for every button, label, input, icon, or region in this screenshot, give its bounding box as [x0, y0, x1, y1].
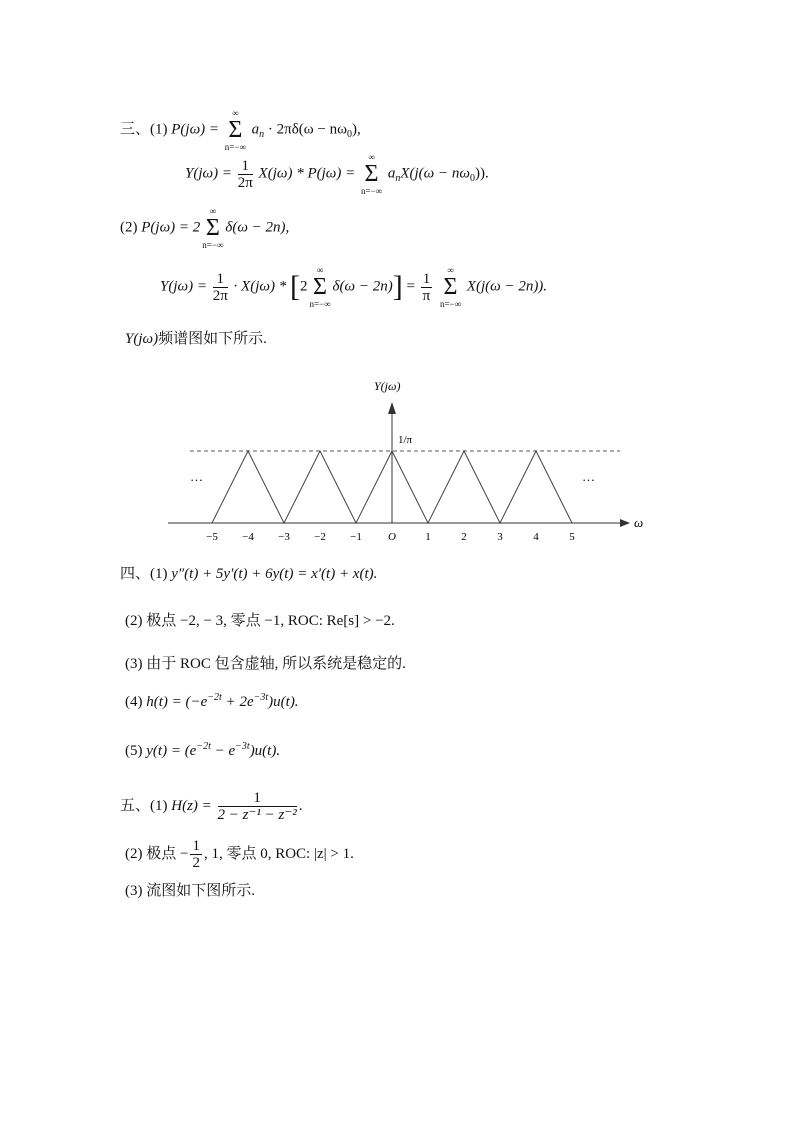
sec4-p5-pre: y(t) = (e — [146, 743, 197, 759]
sec4-p4-mid: + 2e — [221, 694, 254, 710]
x-tick-label: −1 — [350, 531, 362, 543]
y-axis-label: Y(jω) — [374, 379, 401, 393]
right-ellipsis: … — [582, 469, 595, 484]
frac-1-pi: $\frac{1}{\pi}$ — [422, 270, 431, 304]
sec4-p4-label: (4) — [125, 694, 143, 710]
sec4-p4-end: )u(t). — [268, 694, 299, 710]
spectrum-chart — [150, 368, 660, 548]
sec4-p4-pre: h(t) = (−e — [146, 694, 208, 710]
p2-lhs: P(jω) = 2 — [141, 219, 201, 236]
sec5-line2 — [125, 838, 354, 871]
x-tick-label: O — [388, 531, 396, 543]
frac-h: $\frac{1}{\text{2 − z⁻¹ − z⁻²}}$ — [217, 790, 297, 823]
y1-mid: X(jω) * P(jω) = — [258, 165, 356, 182]
sec4-p5-end: )u(t). — [249, 743, 281, 759]
sec4-p5-label: (5) — [125, 743, 143, 759]
spectrum-caption-text: 频谱图如下所示. — [158, 331, 267, 347]
sum-symbol: ∞ Σ n=−∞ — [309, 265, 331, 309]
sec4-line1 — [120, 565, 377, 583]
p1-an: a — [251, 121, 260, 138]
frac-half: $\frac{1}{2}$ — [192, 838, 200, 871]
frac-1-2pi: $\frac{1}{2\pi}$ — [237, 157, 253, 191]
x-tick-label: −3 — [278, 531, 290, 543]
x-tick-label: 5 — [569, 531, 575, 543]
sec4-p4-e2: −3t — [253, 692, 269, 703]
spectrum-caption-math: Y(jω) — [125, 331, 159, 347]
sec5-p3-label: (3) — [125, 883, 143, 899]
y2-mid: · X(jω) * — [233, 278, 287, 295]
sec4-label: 四、(1) — [120, 566, 168, 582]
y2-inner-pre: 2 — [299, 278, 308, 295]
y1-lhs: Y(jω) = — [185, 165, 232, 182]
x-tick-label: 4 — [533, 531, 539, 543]
sec3-line3 — [120, 206, 289, 250]
sec4-p4-e1: −2t — [207, 692, 222, 703]
sec3-label: 三、(1) — [120, 121, 168, 138]
sec5-line1 — [120, 790, 303, 823]
sec4-p2-label: (2) — [125, 613, 143, 629]
x-tick-label: 1 — [425, 531, 431, 543]
y1-sub0: 0 — [469, 173, 475, 185]
p2-label: (2) — [120, 219, 138, 236]
y2-inner: δ(ω − 2n) — [332, 278, 393, 295]
x-tick-label: 3 — [497, 531, 503, 543]
sec5-label: 五、(1) — [120, 797, 168, 814]
p1-end: ), — [351, 121, 361, 138]
y2-lhs: Y(jω) = — [160, 278, 207, 295]
sec3-line4 — [160, 265, 547, 309]
sec4-p5-mid: − e — [210, 743, 236, 759]
y-axis-arrow — [388, 402, 396, 414]
y1-end: )). — [474, 165, 489, 182]
y2-tail: X(j(ω − 2n)). — [466, 278, 548, 295]
sec5-p2-label: (2) — [125, 845, 143, 862]
left-ellipsis: … — [190, 469, 203, 484]
sec4-p5-e1: −2t — [196, 741, 211, 752]
sec5-p2-post: , 1, 零点 0, ROC: |z| > 1. — [203, 845, 354, 862]
sec4-line3 — [125, 655, 406, 673]
sec4-p5-e2: −3t — [235, 741, 250, 752]
x-tick-label: −2 — [314, 531, 326, 543]
sec4-line5 — [125, 742, 280, 762]
x-axis-label: ω — [634, 515, 644, 530]
y2-eq: = — [406, 278, 415, 295]
bracket-close: ] — [392, 270, 403, 303]
sec4-p3-label: (3) — [125, 656, 143, 672]
x-tick-label: 2 — [461, 531, 467, 543]
y1-an-sub: n — [395, 173, 401, 185]
peak-label: 1/π — [398, 434, 413, 446]
p1-sub0: 0 — [346, 129, 352, 141]
y1-tail: X(j(ω − nω — [400, 165, 470, 182]
y1-an: a — [387, 165, 396, 182]
p1-tail: · 2πδ(ω − nω — [267, 121, 347, 138]
sum-symbol: ∞ Σ n=−∞ — [361, 152, 383, 196]
sec5-p2-pre: 极点 − — [146, 845, 189, 862]
sec3-line2 — [185, 152, 489, 196]
sec4-line4 — [125, 693, 299, 713]
x-tick-label: −5 — [206, 531, 218, 543]
sec5-h-lhs: H(z) = — [171, 797, 212, 814]
x-tick-label: −4 — [242, 531, 254, 543]
sec5-line3 — [125, 882, 255, 900]
sum-symbol: ∞ Σ n=−∞ — [224, 108, 246, 152]
sec4-eq: y″(t) + 5y′(t) + 6y(t) = x′(t) + x(t). — [171, 566, 378, 582]
sum-symbol: ∞ Σ n=−∞ — [439, 265, 462, 309]
frac-1-2pi: $\frac{1}{2\pi}$ — [212, 270, 228, 304]
p1-lhs: P(jω) = — [171, 121, 220, 138]
bracket-open: [ — [289, 270, 300, 303]
p2-tail: δ(ω − 2n), — [225, 219, 290, 236]
p1-an-sub: n — [259, 129, 265, 141]
sec5-h-end: . — [298, 797, 303, 814]
spectrum-caption — [125, 330, 267, 348]
sec3-line1 — [120, 108, 361, 152]
sec4-p2: 极点 −2, − 3, 零点 −1, ROC: Re[s] > −2. — [146, 613, 395, 629]
sec5-p3: 流图如下图所示. — [146, 883, 256, 899]
x-axis-arrow — [620, 519, 630, 527]
sum-symbol: ∞ Σ n=−∞ — [202, 206, 224, 250]
sec4-p3: 由于 ROC 包含虚轴, 所以系统是稳定的. — [146, 656, 406, 672]
sec4-line2 — [125, 612, 395, 630]
